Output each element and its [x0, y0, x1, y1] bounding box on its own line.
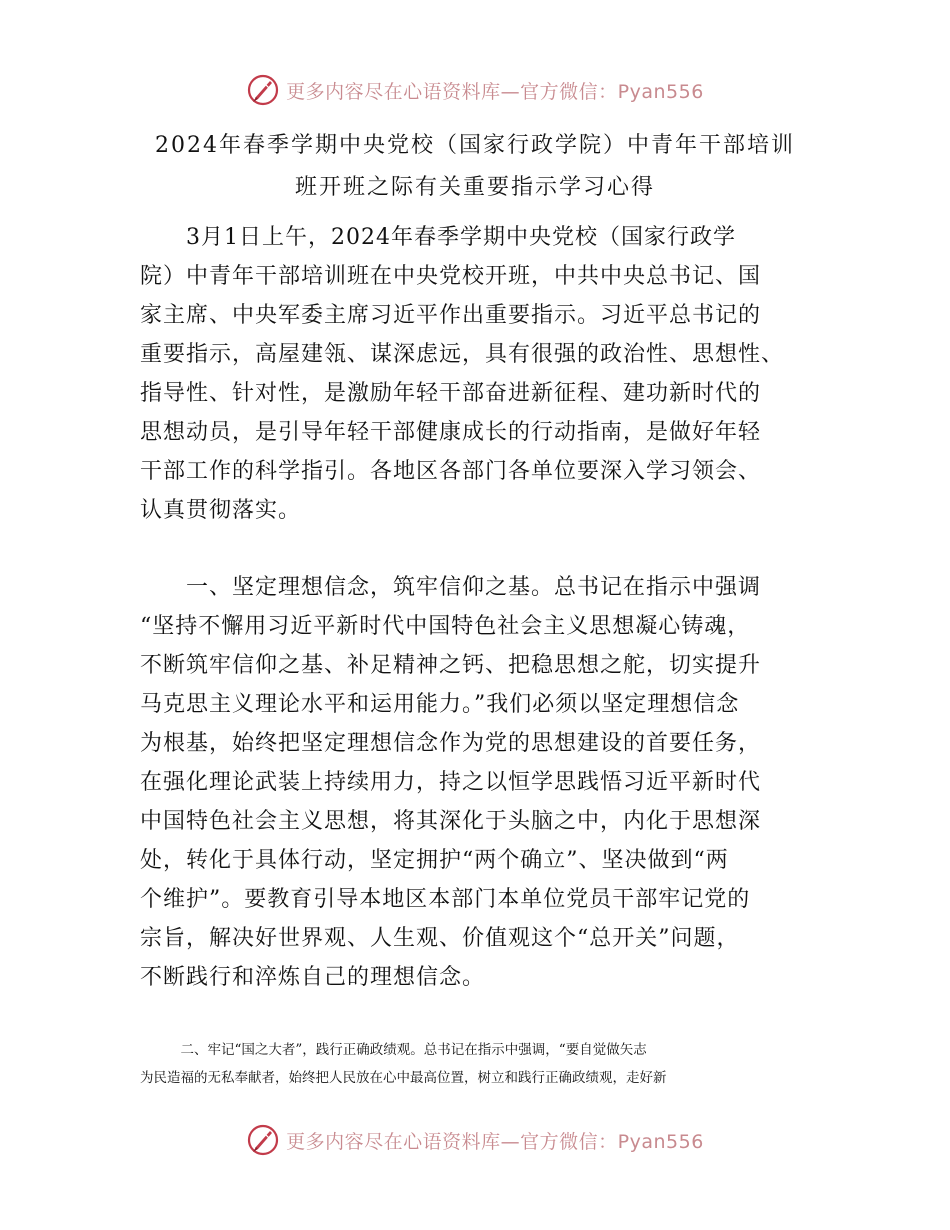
watermark-text: 更多内容尽在心语资料库—官方微信：Pyan556: [286, 1130, 704, 1153]
paragraph-section-1: [140, 568, 830, 997]
text-line: 宗旨，解决好世界观、人生观、价值观这个“总开关”问题，: [140, 926, 740, 951]
document-title-line-2: 班开班之际有关重要指示学习心得: [294, 175, 655, 200]
text-line: 为民造福的无私奉献者，始终把人民放在心中最高位置，树立和践行正确政绩观，走好新: [140, 1070, 667, 1086]
text-line: 家主席、中央军委主席习近平作出重要指示。习近平总书记的: [140, 303, 762, 328]
text-line: 3月1日上午，2024年春季学期中央党校（国家行政学: [140, 225, 736, 250]
document-title-line-1: 2024年春季学期中央党校（国家行政学院）中青年干部培训: [155, 133, 795, 158]
text-line: 马克思主义理论水平和运用能力。”我们必须以坚定理想信念: [140, 692, 740, 717]
text-line: 处，转化于具体行动，坚定拥护“两个确立”、坚决做到“两: [140, 848, 729, 873]
paragraph-section-2: [140, 1036, 830, 1092]
watermark-banner-bottom: [0, 1120, 950, 1160]
text-line: 一、坚定理想信念，筑牢信仰之基。总书记在指示中强调: [140, 575, 762, 600]
quill-logo-icon: [246, 1123, 280, 1157]
text-line: 干部工作的科学指引。各地区各部门各单位要深入学习领会、: [140, 459, 762, 484]
watermark-text: 更多内容尽在心语资料库—官方微信：Pyan556: [286, 80, 704, 103]
text-line: 认真贯彻落实。: [140, 498, 302, 523]
text-line: 不断践行和淬炼自己的理想信念。: [140, 965, 486, 990]
quill-logo-icon: [246, 73, 280, 107]
text-line: 院）中青年干部培训班在中央党校开班，中共中央总书记、国: [140, 264, 762, 289]
text-line: 二、牢记“国之大者”，践行正确政绩观。总书记在指示中强调，“要自觉做矢志: [140, 1042, 647, 1058]
paragraph-intro: [140, 218, 830, 530]
text-line: 指导性、针对性，是激励年轻干部奋进新征程、建功新时代的: [140, 381, 762, 406]
text-line: “坚持不懈用习近平新时代中国特色社会主义思想凝心铸魂，: [140, 614, 751, 639]
text-line: 思想动员，是引导年轻干部健康成长的行动指南，是做好年轻: [140, 420, 762, 445]
watermark-banner-top: [0, 70, 950, 110]
text-line: 不断筑牢信仰之基、补足精神之钙、把稳思想之舵，切实提升: [140, 653, 762, 678]
text-line: 在强化理论武装上持续用力，持之以恒学思践悟习近平新时代: [140, 770, 762, 795]
text-line: 个维护”。要教育引导本地区本部门本单位党员干部牢记党的: [140, 887, 751, 912]
text-line: 重要指示，高屋建瓴、谋深虑远，具有很强的政治性、思想性、: [140, 342, 785, 367]
text-line: 为根基，始终把坚定理想信念作为党的思想建设的首要任务，: [140, 731, 762, 756]
text-line: 中国特色社会主义思想，将其深化于头脑之中，内化于思想深: [140, 809, 762, 834]
